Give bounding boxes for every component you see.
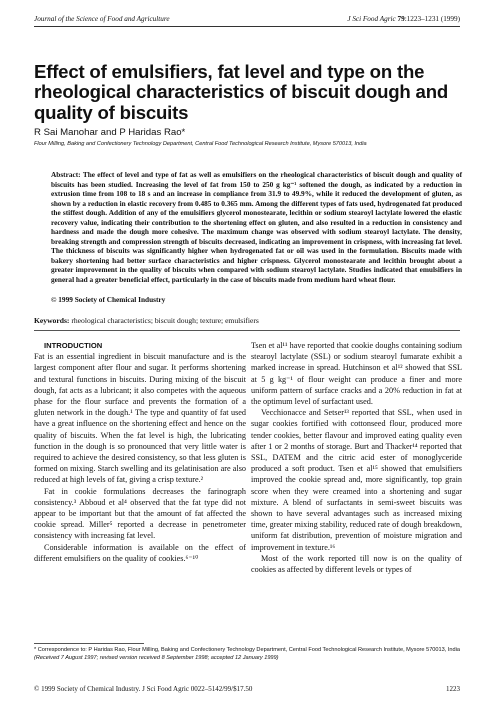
intro-paragraph-2: Fat in cookie formulations decreases the farinograph consistency.³ Abboud et al⁴ observed that the fat type did not appear to be important but that the amount of fat affected the cookie spread. Miller⁵ reported a decrease in penetrometer consistency with increasing fat level.	[34, 486, 246, 541]
authors: R Sai Manohar and P Haridas Rao*	[34, 127, 186, 138]
abstract	[51, 170, 462, 285]
keywords-text: rheological characteristics; biscuit dough; texture; emulsifiers	[71, 316, 259, 325]
footnote-received: (Received 7 August 1997; revised version received 8 September 1998; accepted 12 January 1999)	[34, 654, 279, 661]
page-number: 1223	[446, 685, 460, 693]
keywords	[34, 316, 259, 325]
running-head-journal: Journal of the Science of Food and Agriculture	[34, 15, 170, 23]
footnote	[34, 647, 464, 662]
intro-paragraph-1: Fat is an essential ingredient in biscuit manufacture and is the largest component after flour and sugar. It performs shortening and textural functions in biscuits. During mixing of the biscuit dough, fat acts as a lubricant; it also competes with the aqueous phase for the flour surface and prevents the formation of a gluten network in the dough.¹ The type and quantity of fat used have a great influence on the shortening effect and hence on the quality of biscuits. When the fat level is high, the lubricating function in the dough is so pronounced that very little water is required to achieve the desired consistency, so that less gluten is formed on mixing. Starch swelling and its gelatinisation are also reduced at high levels of fat, giving a crisp texture.²	[34, 352, 246, 485]
left-column	[34, 340, 246, 564]
intro-paragraph-5: Vecchionacce and Setser¹³ reported that SSL, when used in sugar cookies fortified with cottonseed flour, produced more tender cookies, better flavour and improved eating quality even after 1 or 2 months of storage. Burt and Thacker¹⁴ reported that SSL, DATEM and the citric acid ester of monoglyceride produced a soft product. Tsen et al¹⁵ showed that emulsifiers improved the cookie spread and, more significantly, top grain score when they were creamed into a shortening and sugar mixture. A blend of surfactants in semi-sweet biscuits was shown to have several advantages such as increased mixing time, greater mixing stability, reduced rate of dough breakdown, uniform fat distribution, prevention of moisture migration and improvement in texture.¹⁶	[251, 408, 462, 552]
keywords-label: Keywords:	[34, 316, 70, 325]
footer-copyright: © 1999 Society of Chemical Industry. J Sci Food Agric 0022–5142/99/$17.50	[34, 685, 253, 693]
header-rule	[34, 26, 460, 27]
abstract-text: The effect of level and type of fat as well as emulsifiers on the rheological characteristics of biscuit dough and quality of biscuits has been studied. Increasing the level of fat from 150 to 250 g kg⁻¹ softened the dough, as indicated by a reduction in extrusion time from 108 to 18 s and an increase in compliance from 31.9 to 49.9%, while it reduced the development of gluten, as shown by a reduction in elastic recovery from 0.485 to 0.365 mm. Among the different types of fats used, hydrogenated fat produced the stiffest dough. Addition of any of the emulsifiers glycerol monostearate, lecithin or sodium stearoyl lactylate lowered the elastic recovery value, indicating their contribution to the shortening effect on gluten, and also resulted in a reduction in consistency and hardness and made the dough more cohesive. The maximum change was observed with sodium stearoyl lactylate. The density, breaking strength and compression strength of biscuits decreased, indicating an improvement in crispness, with increasing fat level. The thickness of biscuits was significantly higher when hydrogenated fat or oil was used in the formulation. Biscuits made with bakery shortening had better surface characteristics and higher crispness. Glycerol monostearate and lecithin brought about a greater improvement in the quality of biscuits when compared with sodium stearoyl lactylate. Studies indicated that emulsifiers in general had a greater beneficial effect, particularly in the case of biscuits made from medium hard wheat flour.	[51, 170, 462, 285]
intro-heading: INTRODUCTION	[44, 341, 103, 350]
footnote-correspondence: * Correspondence to: P Haridas Rao, Flour Milling, Baking and Confectionery Technology Department, Central Food Technological Research Institute, Mysore 570013, India	[34, 647, 460, 653]
abstract-label: Abstract:	[51, 170, 81, 179]
footnote-rule	[34, 643, 144, 644]
intro-paragraph-4: Tsen et al¹¹ have reported that cookie doughs containing sodium stearoyl lactylate (SSL) or sodium stearoyl fumarate exhibit a marked increase in spread. Hutchinson et al¹² showed that SSL at 5 g kg⁻¹ of flour weight can produce a finer and more uniform pattern of surface cracks and a 20% reduction in fat at the optimum level of surfactant used.	[251, 341, 462, 407]
abstract-copyright: © 1999 Society of Chemical Industry	[51, 295, 166, 304]
intro-paragraph-3: Considerable information is available on the effect of different emulsifiers on the quality of cookies.⁶⁻¹⁰	[34, 542, 246, 563]
section-rule	[34, 330, 460, 331]
intro-paragraph-6: Most of the work reported till now is on the quality of cookies as affected by different levels or types of	[251, 553, 462, 575]
right-column	[251, 340, 462, 575]
running-head-citation: J Sci Food Agric 79:1223–1231 (1999)	[347, 15, 460, 23]
affiliation: Flour Milling, Baking and Confectionery Technology Department, Central Food Technological Research Institute, Mysore 570013, India	[34, 141, 367, 147]
article-title: Effect of emulsifiers, fat level and type on the rheological characteristics of biscuit dough and quality of biscuits	[34, 61, 449, 123]
